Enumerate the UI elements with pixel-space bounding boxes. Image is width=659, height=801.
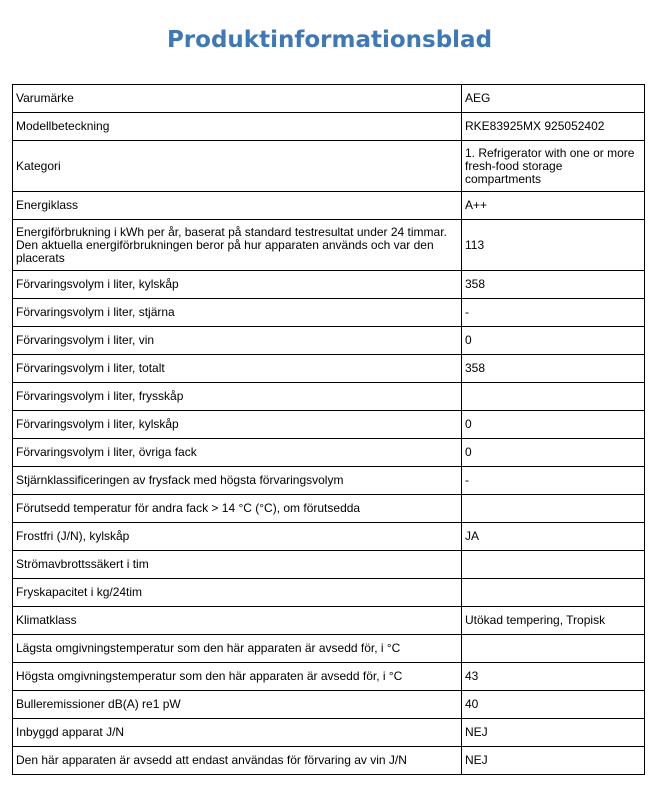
table-row-volume-star	[13, 299, 645, 327]
row-label: Strömavbrottssäkert i tim	[13, 551, 462, 579]
row-label: Förvaringsvolym i liter, kylskåp	[13, 271, 462, 299]
table-row-wine-only	[13, 747, 645, 775]
table-row-volume-other	[13, 439, 645, 467]
table-row-climate-class	[13, 607, 645, 635]
row-label: Förvaringsvolym i liter, övriga fack	[13, 439, 462, 467]
row-value: 113	[462, 220, 645, 271]
row-value: Utökad tempering, Tropisk	[462, 607, 645, 635]
row-label: Högsta omgivningstemperatur som den här apparaten är avsedd för, i °C	[13, 663, 462, 691]
row-value: 0	[462, 327, 645, 355]
row-value: 358	[462, 271, 645, 299]
row-value: -	[462, 467, 645, 495]
row-label: Energiförbrukning i kWh per år, baserat på standard testresultat under 24 timmar. Den aktuella energiförbrukningen beror på hur apparaten används och var den placerats	[13, 220, 462, 271]
row-value: NEJ	[462, 747, 645, 775]
row-label: Frostfri (J/N), kylskåp	[13, 523, 462, 551]
row-value: -	[462, 299, 645, 327]
table-row-noise-emissions	[13, 691, 645, 719]
row-value: 0	[462, 439, 645, 467]
table-row-energy-consumption	[13, 220, 645, 271]
table-row-built-in	[13, 719, 645, 747]
row-value: 40	[462, 691, 645, 719]
row-value: A++	[462, 192, 645, 220]
table-row-min-ambient-temp	[13, 635, 645, 663]
row-value: NEJ	[462, 719, 645, 747]
row-label: Klimatklass	[13, 607, 462, 635]
product-info-table-body	[13, 85, 645, 775]
row-value: 1. Refrigerator with one or more fresh-food storage compartments	[462, 141, 645, 192]
row-value	[462, 495, 645, 523]
table-row-star-rating	[13, 467, 645, 495]
page-title: Produktinformationsblad	[166, 27, 493, 53]
row-value	[462, 383, 645, 411]
row-label: Den här apparaten är avsedd att endast användas för förvaring av vin J/N	[13, 747, 462, 775]
row-value: 43	[462, 663, 645, 691]
row-label: Energiklass	[13, 192, 462, 220]
row-label: Förutsedd temperatur för andra fack > 14 °C (°C), om förutsedda	[13, 495, 462, 523]
table-row-volume-freezer	[13, 383, 645, 411]
row-value	[462, 551, 645, 579]
table-row-freezing-capacity	[13, 579, 645, 607]
product-info-table	[12, 84, 645, 775]
table-row-volume-fridge-2	[13, 411, 645, 439]
row-label: Varumärke	[13, 85, 462, 113]
row-value: 0	[462, 411, 645, 439]
table-row-volume-fridge	[13, 271, 645, 299]
table-row-category	[13, 141, 645, 192]
row-value	[462, 635, 645, 663]
table-row-energy-class	[13, 192, 645, 220]
row-label: Förvaringsvolym i liter, totalt	[13, 355, 462, 383]
table-row-volume-total	[13, 355, 645, 383]
row-label: Kategori	[13, 141, 462, 192]
table-row-frost-free	[13, 523, 645, 551]
row-value	[462, 579, 645, 607]
table-row-max-ambient-temp	[13, 663, 645, 691]
table-row-other-temperature	[13, 495, 645, 523]
table-row-power-cut-safe	[13, 551, 645, 579]
row-label: Stjärnklassificeringen av frysfack med högsta förvaringsvolym	[13, 467, 462, 495]
row-label: Fryskapacitet i kg/24tim	[13, 579, 462, 607]
row-value: RKE83925MX 925052402	[462, 113, 645, 141]
row-value: JA	[462, 523, 645, 551]
table-row-brand	[13, 85, 645, 113]
table-row-volume-wine	[13, 327, 645, 355]
table-row-model	[13, 113, 645, 141]
row-value: 358	[462, 355, 645, 383]
row-label: Modellbeteckning	[13, 113, 462, 141]
row-label: Förvaringsvolym i liter, frysskåp	[13, 383, 462, 411]
row-label: Lägsta omgivningstemperatur som den här apparaten är avsedd för, i °C	[13, 635, 462, 663]
row-label: Förvaringsvolym i liter, vin	[13, 327, 462, 355]
row-label: Inbyggd apparat J/N	[13, 719, 462, 747]
row-label: Bulleremissioner dB(A) re1 pW	[13, 691, 462, 719]
row-label: Förvaringsvolym i liter, stjärna	[13, 299, 462, 327]
row-label: Förvaringsvolym i liter, kylskåp	[13, 411, 462, 439]
row-value: AEG	[462, 85, 645, 113]
